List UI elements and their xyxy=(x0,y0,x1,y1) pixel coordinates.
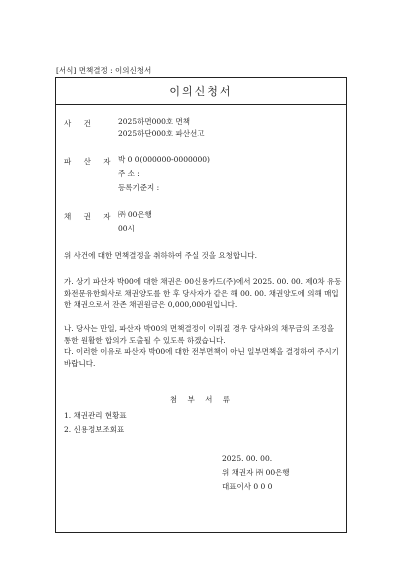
case-number-discharge: 2025하면000호 면책 xyxy=(118,117,191,126)
case-label: 사 건 xyxy=(64,119,96,128)
creditor-city: 00시 xyxy=(118,224,135,233)
signature-date: 2025. 00. 00. xyxy=(222,454,273,463)
objection-form xyxy=(55,77,347,533)
signature-representative: 대표이사 0 0 0 xyxy=(222,482,273,491)
attachments-title: 첨 부 서 류 xyxy=(169,395,235,404)
reason-item: 가. 상기 파산자 박00에 대한 채권은 00신용카드(주)에서 2025. 00. 00. 제0차 유동화전문유한회사로 채권양도를 한 후 당사자가 같은 해 00. 00. 채권양도에 의해 매입한 채권으로서 잔존 채권원금은 0,000,000원입니다. xyxy=(64,277,342,309)
attachment-item: 2. 신용정보조회표 xyxy=(64,425,125,434)
signature-creditor: 위 채권자 ㈜ 00은행 xyxy=(222,468,290,477)
reason-item: 나. 당사는 만일, 파산자 박00의 면책결정이 이뤄질 경우 당사와의 채무금의 조정을 통한 원활한 합의가 도출될 수 있도록 하겠습니다. xyxy=(64,324,334,345)
bankrupt-label: 파 산 자 xyxy=(64,157,116,166)
case-number-bankruptcy: 2025하단000호 파산선고 xyxy=(118,129,205,138)
creditor-label: 채 권 자 xyxy=(64,212,116,221)
bankrupt-name: 박 0 0(000000-0000000) xyxy=(118,155,210,164)
form-header-note: [서식] 면책결정 : 이의신청서 xyxy=(56,66,152,75)
request-statement: 위 사건에 대한 면책결정을 취하하여 주실 것을 요청합니다. xyxy=(64,251,257,260)
document-title: 이의신청서 xyxy=(56,78,346,105)
bankrupt-address: 주 소 : xyxy=(118,169,140,178)
bankrupt-registered-domicile: 등록기준지 : xyxy=(118,183,160,192)
reason-item: 다. 이러한 이유로 파산자 박00에 대한 전부면책이 아닌 일부면책을 결정하여 주시기 바랍니다. xyxy=(64,347,339,368)
attachment-item: 1. 채권관리 현황표 xyxy=(64,411,127,420)
creditor-name: ㈜ 00은행 xyxy=(118,210,152,219)
